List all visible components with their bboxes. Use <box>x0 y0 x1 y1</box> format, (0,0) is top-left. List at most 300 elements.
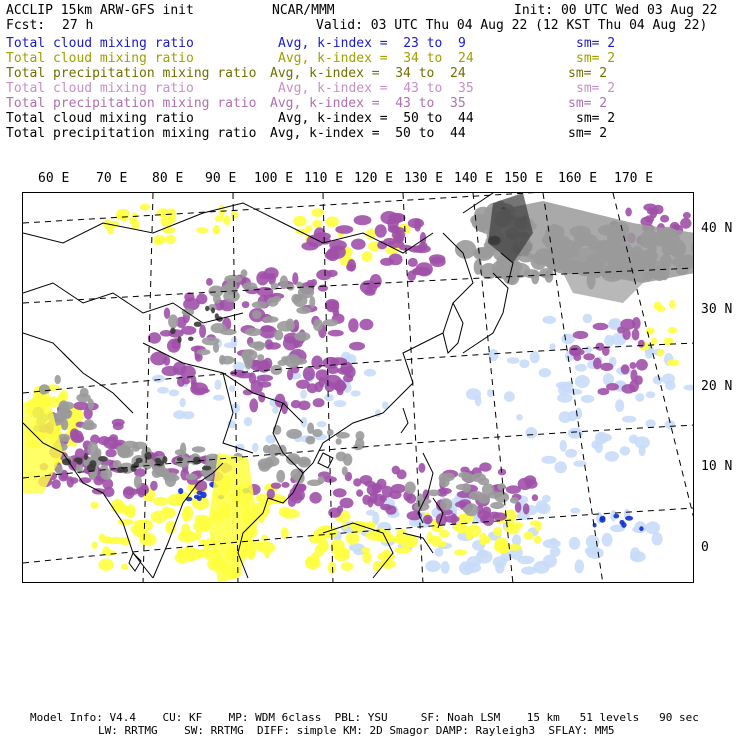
dark-core-patch <box>177 336 181 343</box>
deep-cloud-patch <box>220 356 234 365</box>
light-blue-patch <box>543 555 557 568</box>
light-blue-patch <box>646 391 656 398</box>
mid-cloud-patch <box>660 215 669 223</box>
light-blue-patch <box>530 351 540 363</box>
coastline <box>23 333 73 363</box>
mid-cloud-patch <box>489 512 500 518</box>
mid-cloud-patch <box>573 354 581 361</box>
coastline <box>318 453 333 468</box>
light-blue-patch <box>182 411 195 419</box>
mid-cloud-patch <box>630 369 637 382</box>
deep-cloud-patch <box>192 446 205 452</box>
low-cloud-patch <box>281 527 289 538</box>
deep-cloud-patch <box>55 375 61 384</box>
mid-cloud-patch <box>337 389 344 396</box>
mid-cloud-patch <box>192 388 210 394</box>
mid-cloud-patch <box>360 475 373 485</box>
light-blue-patch <box>622 416 636 423</box>
low-cloud-patch <box>346 532 360 545</box>
mid-cloud-patch <box>74 434 84 443</box>
low-cloud-patch <box>651 338 658 345</box>
low-cloud-patch <box>361 547 370 553</box>
mid-cloud-patch <box>335 225 353 234</box>
mid-cloud-patch <box>199 325 206 338</box>
light-blue-patch <box>652 532 663 545</box>
mid-cloud-patch <box>326 248 339 261</box>
mid-cloud-patch <box>622 329 630 340</box>
coastline <box>401 408 408 433</box>
light-blue-patch <box>351 390 361 396</box>
deep-cloud-patch <box>276 470 285 483</box>
mid-cloud-patch <box>288 496 296 507</box>
mid-cloud-patch <box>70 477 79 483</box>
low-cloud-patch <box>315 544 325 556</box>
low-cloud-patch <box>293 216 306 227</box>
deep-cloud-patch <box>497 483 506 490</box>
legend-field: Total cloud mixing ratio <box>6 51 194 66</box>
dark-core-patch <box>155 458 161 463</box>
mid-cloud-patch <box>362 495 370 505</box>
light-blue-patch <box>157 387 169 394</box>
deep-cloud-patch <box>180 443 186 457</box>
light-blue-patch <box>487 389 493 397</box>
deep-cloud-patch <box>259 461 271 472</box>
low-cloud-patch <box>530 520 541 526</box>
mid-cloud-patch <box>360 280 377 294</box>
deep-cloud-patch <box>463 507 473 513</box>
light-blue-patch <box>554 461 567 473</box>
deep-cloud-patch <box>252 310 261 319</box>
mid-cloud-patch <box>260 273 273 279</box>
mid-cloud-patch <box>162 366 179 376</box>
mid-cloud-patch <box>621 364 630 374</box>
light-blue-patch <box>466 388 481 400</box>
low-cloud-patch <box>102 550 116 556</box>
light-blue-patch <box>525 427 537 439</box>
light-blue-patch <box>583 314 593 323</box>
low-cloud-patch <box>439 530 449 538</box>
light-blue-patch <box>565 449 577 458</box>
low-cloud-patch <box>99 559 114 571</box>
valid-time: Valid: 03 UTC Thu 04 Aug 22 (12 KST Thu 04 Aug 22) <box>316 18 708 33</box>
mid-cloud-patch <box>123 488 139 495</box>
deep-cloud-patch <box>287 284 294 291</box>
mid-cloud-patch <box>313 398 325 407</box>
light-blue-patch <box>635 436 650 448</box>
low-cloud-patch <box>454 549 467 555</box>
low-cloud-band <box>208 453 258 583</box>
light-blue-patch <box>575 559 585 573</box>
light-blue-patch <box>584 346 592 353</box>
legend-field: Total cloud mixing ratio <box>6 81 194 96</box>
dark-core-patch <box>205 306 209 311</box>
deep-cloud-patch <box>100 464 108 472</box>
mid-cloud-patch <box>583 353 595 360</box>
lon-label: 90 E <box>205 171 237 186</box>
deep-cloud-patch <box>480 263 498 279</box>
mid-cloud-patch <box>351 239 366 250</box>
light-blue-patch <box>561 334 574 345</box>
mid-cloud-patch <box>593 323 609 330</box>
coastline <box>223 373 253 453</box>
deep-cloud-patch <box>55 465 62 475</box>
dark-core-patch <box>136 458 143 464</box>
light-blue-patch <box>213 395 225 401</box>
mid-cloud-patch <box>51 479 60 489</box>
low-cloud-patch <box>334 552 349 561</box>
mid-cloud-patch <box>375 224 387 237</box>
low-cloud-patch <box>181 523 190 537</box>
dark-core-patch <box>188 337 194 341</box>
low-cloud-patch <box>153 497 169 506</box>
coastline <box>463 273 508 353</box>
low-cloud-patch <box>106 537 124 544</box>
fcst-value: 27 h <box>62 18 94 33</box>
low-cloud-patch <box>196 227 208 233</box>
deep-cloud-patch <box>545 270 554 283</box>
precip-patch <box>194 495 200 499</box>
legend-avg: Avg, k-index = 34 to 24 <box>278 51 474 66</box>
mid-cloud-patch <box>647 207 658 215</box>
light-blue-patch <box>537 503 551 514</box>
light-blue-patch <box>605 451 619 462</box>
low-cloud-patch <box>373 561 382 572</box>
lat-label: 30 N <box>701 302 733 317</box>
low-cloud-patch <box>182 507 189 522</box>
mid-cloud-patch <box>430 257 446 267</box>
light-blue-patch <box>562 385 571 393</box>
light-blue-patch <box>152 375 165 383</box>
legend-avg: Avg, k-index = 23 to 9 <box>278 36 466 51</box>
mid-cloud-patch <box>349 342 365 351</box>
low-cloud-patch <box>646 327 655 334</box>
deep-cloud-patch <box>252 301 268 308</box>
legend-sm: sm= 2 <box>576 51 616 66</box>
legend-sm: sm= 2 <box>576 36 616 51</box>
deep-cloud-patch <box>291 294 300 304</box>
lon-label: 130 E <box>404 171 444 186</box>
mid-cloud-patch <box>359 319 373 330</box>
low-cloud-patch <box>524 531 534 540</box>
mid-cloud-patch <box>573 331 589 339</box>
coastline <box>129 553 141 571</box>
low-cloud-patch <box>231 211 239 219</box>
low-cloud-patch <box>341 562 353 571</box>
deep-cloud-patch <box>336 438 342 445</box>
center-label: NCAR/MMM <box>272 3 335 18</box>
light-blue-patch <box>570 508 580 514</box>
mid-cloud-patch <box>150 481 158 491</box>
deep-cloud-patch <box>306 436 316 445</box>
low-cloud-patch <box>112 499 124 509</box>
fcst-label: Fcst: <box>6 18 46 33</box>
precip-patch <box>600 516 606 521</box>
precip-patch <box>200 492 206 499</box>
dark-core-patch <box>202 466 211 471</box>
mid-cloud-patch <box>340 362 353 375</box>
lon-label: 80 E <box>152 171 184 186</box>
light-blue-patch <box>366 510 376 516</box>
mid-cloud-patch <box>636 359 648 371</box>
deep-cloud-patch <box>244 356 252 369</box>
deep-cloud-patch <box>286 429 302 439</box>
legend-sm: sm= 2 <box>576 81 616 96</box>
mid-cloud-patch <box>291 400 301 408</box>
low-cloud-patch <box>264 546 270 558</box>
deep-cloud-patch <box>312 429 322 437</box>
deep-cloud-patch <box>242 282 257 290</box>
deep-cloud-patch <box>510 497 519 504</box>
light-blue-patch <box>507 357 520 364</box>
light-blue-patch <box>180 398 186 407</box>
deep-cloud-patch <box>83 419 94 430</box>
deep-cloud-patch <box>327 429 334 436</box>
low-cloud-patch <box>669 300 675 309</box>
deep-cloud-patch <box>257 354 264 361</box>
mid-cloud-patch <box>347 259 356 272</box>
low-cloud-patch <box>395 547 412 553</box>
dark-core-patch <box>144 452 151 460</box>
low-cloud-patch <box>168 494 183 506</box>
lat-label: 20 N <box>701 379 733 394</box>
low-cloud-patch <box>366 229 376 240</box>
light-blue-patch <box>539 368 551 377</box>
deep-cloud-patch <box>197 349 211 355</box>
legend-avg: Avg, k-index = 43 to 35 <box>278 81 474 96</box>
mid-cloud-patch <box>523 503 530 514</box>
light-blue-patch <box>542 495 551 503</box>
mid-cloud-patch <box>425 516 431 524</box>
deep-cloud-patch <box>152 468 162 478</box>
mid-cloud-patch <box>328 330 344 337</box>
legend-avg: Avg, k-index = 43 to 35 <box>270 96 466 111</box>
mid-cloud-patch <box>391 484 406 493</box>
mid-cloud-patch <box>683 212 691 219</box>
low-cloud-patch <box>668 327 678 334</box>
mid-cloud-patch <box>328 508 341 518</box>
precip-patch <box>625 516 633 521</box>
deep-cloud-patch <box>211 323 227 333</box>
deep-cloud-patch <box>213 294 221 303</box>
deep-cloud-patch <box>455 240 476 259</box>
mid-cloud-patch <box>385 505 396 515</box>
light-blue-patch <box>521 567 537 575</box>
legend-field: Total precipitation mixing ratio <box>6 66 257 81</box>
low-cloud-patch <box>306 556 315 566</box>
low-cloud-patch <box>193 520 211 532</box>
mid-cloud-patch <box>311 356 322 370</box>
low-cloud-patch <box>495 537 508 549</box>
light-blue-patch <box>557 393 573 403</box>
deep-cloud-patch <box>488 492 501 499</box>
light-blue-patch <box>632 526 646 533</box>
legend-sm: sm= 2 <box>568 66 608 81</box>
deep-cloud-patch <box>132 442 147 450</box>
forecast-map <box>22 192 694 583</box>
deep-cloud-patch <box>417 493 424 503</box>
light-blue-patch <box>272 407 279 414</box>
low-cloud-patch <box>203 542 209 552</box>
legend-field: Total cloud mixing ratio <box>6 111 194 126</box>
light-blue-patch <box>559 411 572 423</box>
deep-cloud-patch <box>456 484 471 491</box>
precip-patch <box>178 488 183 494</box>
low-cloud-patch <box>479 533 488 546</box>
light-blue-patch <box>317 421 327 427</box>
low-cloud-patch <box>654 302 662 310</box>
light-blue-patch <box>586 547 604 559</box>
dark-core-patch <box>194 322 202 327</box>
model-info-line1: Model Info: V4.4 CU: KF MP: WDM 6class PBL: YSU SF: Noah LSM 15 km 51 levels 90 sec <box>30 711 699 724</box>
light-blue-patch <box>665 381 676 390</box>
precip-patch <box>613 514 619 519</box>
lon-label: 160 E <box>558 171 598 186</box>
mid-cloud-patch <box>525 479 537 488</box>
low-cloud-patch <box>193 549 212 558</box>
dark-core-patch <box>84 453 88 460</box>
low-cloud-patch <box>91 502 99 509</box>
light-blue-patch <box>229 385 235 392</box>
lon-label: 170 E <box>614 171 654 186</box>
mid-cloud-patch <box>532 494 538 501</box>
mid-cloud-patch <box>408 258 418 267</box>
deep-cloud-patch <box>342 466 348 475</box>
deep-cloud-patch <box>213 343 219 353</box>
mid-cloud-patch <box>258 381 271 387</box>
mid-cloud-patch <box>387 216 398 230</box>
low-cloud-patch <box>405 535 418 548</box>
light-blue-patch <box>300 390 307 399</box>
low-cloud-patch <box>117 519 133 525</box>
lon-label: 110 E <box>304 171 344 186</box>
mid-cloud-patch <box>163 356 170 366</box>
deep-cloud-patch <box>165 474 177 487</box>
mid-cloud-patch <box>418 463 425 473</box>
light-blue-patch <box>602 533 613 547</box>
low-cloud-patch <box>131 220 139 230</box>
low-cloud-patch <box>92 542 98 549</box>
dark-core-patch <box>177 457 184 461</box>
lon-label: 70 E <box>96 171 128 186</box>
mid-cloud-patch <box>236 372 252 378</box>
low-cloud-patch <box>153 235 166 244</box>
low-cloud-patch <box>657 349 664 357</box>
low-cloud-patch <box>175 552 190 563</box>
mid-cloud-patch <box>242 301 250 308</box>
dark-core-patch <box>162 456 167 463</box>
deep-cloud-patch <box>272 296 281 302</box>
low-cloud-patch <box>121 564 129 570</box>
deep-cloud-patch <box>496 257 508 271</box>
mid-cloud-patch <box>625 208 632 217</box>
deep-cloud-patch <box>274 330 283 341</box>
legend-avg: Avg, k-index = 50 to 44 <box>270 126 466 141</box>
deep-cloud-patch <box>309 296 315 308</box>
deep-cloud-patch <box>245 328 262 336</box>
light-blue-patch <box>620 446 631 455</box>
precip-patch <box>621 522 626 528</box>
light-blue-patch <box>495 561 505 574</box>
low-cloud-patch <box>311 208 324 217</box>
deep-cloud-patch <box>39 384 50 395</box>
deep-cloud-patch <box>280 275 289 289</box>
light-blue-patch <box>630 551 646 562</box>
deep-cloud-patch <box>262 316 278 323</box>
legend-avg: Avg, k-index = 34 to 24 <box>270 66 466 81</box>
light-blue-patch <box>569 537 580 550</box>
mid-cloud-patch <box>348 318 358 332</box>
deep-cloud-patch <box>468 491 484 500</box>
legend-avg: Avg, k-index = 50 to 44 <box>278 111 474 126</box>
low-cloud-patch <box>224 215 231 225</box>
mid-cloud-patch <box>632 329 640 341</box>
mid-cloud-patch <box>606 383 619 391</box>
low-cloud-patch <box>431 536 442 547</box>
light-blue-patch <box>550 343 556 350</box>
legend-field: Total cloud mixing ratio <box>6 36 194 51</box>
lat-label: 0 <box>701 540 709 555</box>
light-blue-patch <box>459 561 474 575</box>
light-blue-patch <box>244 417 252 426</box>
dark-core-patch <box>98 456 108 462</box>
lon-label: 120 E <box>354 171 394 186</box>
light-blue-patch <box>441 561 450 574</box>
legend-sm: sm= 2 <box>568 126 608 141</box>
light-blue-patch <box>635 393 644 402</box>
deep-cloud-patch <box>248 342 265 349</box>
lon-label: 100 E <box>254 171 294 186</box>
light-blue-patch <box>324 394 334 401</box>
low-cloud-patch <box>214 225 220 234</box>
low-cloud-patch <box>305 225 312 232</box>
light-blue-patch <box>425 560 440 572</box>
deep-cloud-patch <box>80 388 89 398</box>
deep-cloud-patch <box>168 314 178 328</box>
deep-cloud-patch <box>294 332 310 341</box>
light-blue-patch <box>519 359 529 368</box>
mid-cloud-patch <box>600 363 613 371</box>
mid-cloud-patch <box>303 367 315 381</box>
deep-cloud-patch <box>313 319 323 331</box>
mid-cloud-patch <box>388 254 402 266</box>
deep-cloud-patch <box>428 490 440 497</box>
lon-label: 60 E <box>38 171 70 186</box>
low-cloud-patch <box>533 536 541 544</box>
light-blue-patch <box>364 369 376 377</box>
mid-cloud-patch <box>407 271 416 282</box>
light-blue-patch <box>653 376 663 385</box>
deep-cloud-patch <box>442 473 455 481</box>
lon-label: 150 E <box>504 171 544 186</box>
light-blue-patch <box>575 375 590 388</box>
deep-cloud-patch <box>318 476 325 484</box>
light-blue-patch <box>645 419 655 428</box>
mid-cloud-patch <box>333 488 347 497</box>
light-blue-patch <box>504 391 515 402</box>
deep-cloud-patch <box>241 269 248 277</box>
init-time: Init: 00 UTC Wed 03 Aug 22 <box>514 3 718 18</box>
low-cloud-patch <box>493 527 502 536</box>
light-blue-patch <box>516 414 523 420</box>
mid-cloud-patch <box>148 332 161 343</box>
deep-cloud-patch <box>531 270 539 284</box>
precip-patch <box>593 523 597 528</box>
light-blue-patch <box>543 316 557 324</box>
coastline <box>143 343 303 423</box>
light-blue-patch <box>575 364 587 372</box>
lon-label: 140 E <box>454 171 494 186</box>
low-cloud-patch <box>139 520 153 532</box>
